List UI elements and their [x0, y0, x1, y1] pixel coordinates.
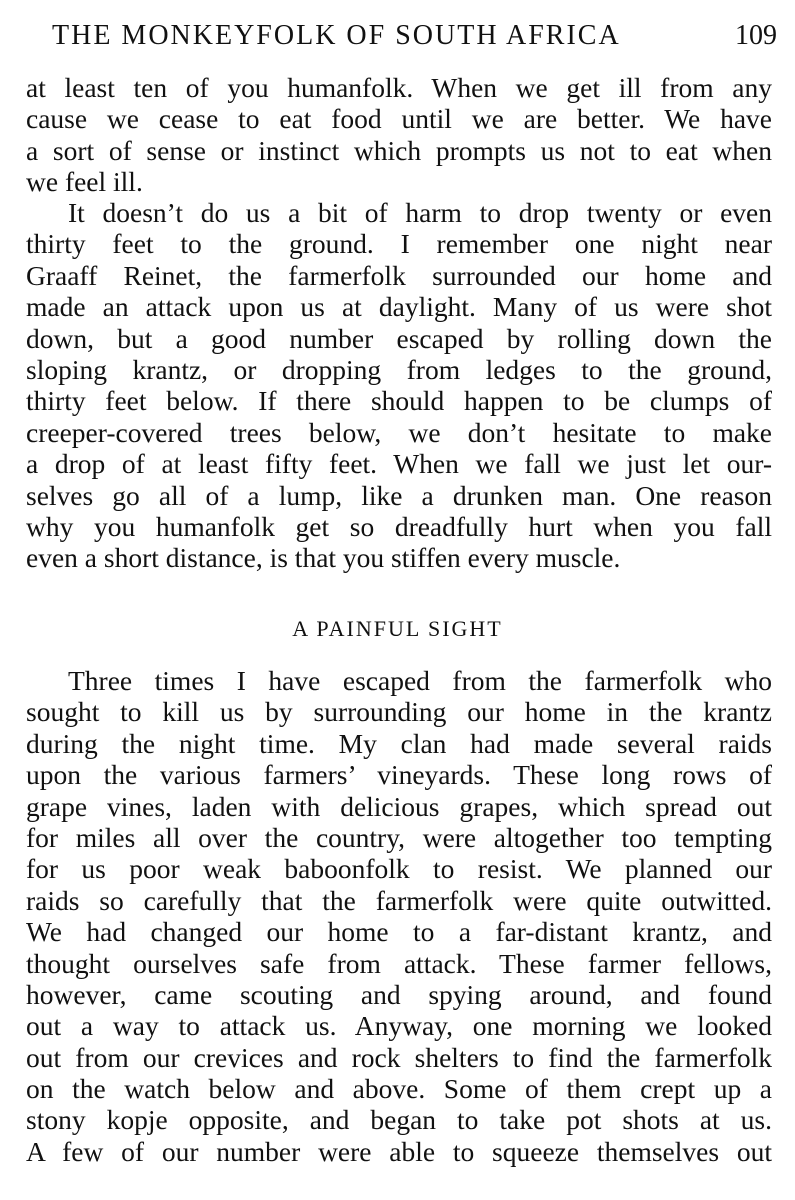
paragraph-2: [26, 197, 772, 574]
text-line: we feel ill.: [26, 166, 143, 198]
text-line: cause we cease to eat food until we are better. We have: [26, 103, 772, 135]
text-line: It doesn’t do us a bit of harm to drop twenty or even: [68, 197, 772, 228]
text-line: thirty feet to the ground. I remember one night near: [26, 228, 772, 260]
text-line: for miles all over the country, were altogether too tempting: [26, 821, 772, 853]
paragraph-1: [26, 72, 772, 198]
text-line: Three times I have escaped from the farmerfolk who: [68, 665, 772, 696]
text-line: raids so carefully that the farmerfolk were quite outwitted.: [26, 884, 772, 916]
text-line: why you humanfolk get so dreadfully hurt when you fall: [26, 510, 772, 542]
text-line: however, came scouting and spying around, and found: [26, 978, 772, 1010]
running-header: [52, 20, 777, 64]
text-line: a sort of sense or instinct which prompts us not to eat when: [26, 134, 772, 166]
text-line: out from our crevices and rock shelters to find the farmerfolk: [26, 1041, 772, 1073]
text-line: We had changed our home to a far-distant krantz, and: [26, 916, 772, 948]
page-number: 109: [735, 20, 777, 51]
running-title: THE MONKEYFOLK OF SOUTH AFRICA: [52, 20, 621, 51]
text-line: at least ten of you humanfolk. When we get ill from any: [26, 72, 772, 103]
text-line: during the night time. My clan had made several raids: [26, 727, 772, 759]
text-line: sought to kill us by surrounding our home in the krantz: [26, 696, 772, 728]
text-line: out a way to attack us. Anyway, one morning we looked: [26, 1010, 772, 1042]
paragraph-3: [26, 665, 772, 1167]
text-line: made an attack upon us at daylight. Many of us were shot: [26, 291, 772, 323]
text-line: A few of our number were able to squeeze themselves out: [26, 1135, 772, 1167]
text-line: for us poor weak baboonfolk to resist. We planned our: [26, 853, 772, 885]
text-line: thirty feet below. If there should happen to be clumps of: [26, 385, 772, 417]
text-line: even a short distance, is that you stiffen every muscle.: [26, 542, 621, 574]
text-line: Graaff Reinet, the farmerfolk surrounded our home and: [26, 259, 772, 291]
section-heading: A PAINFUL SIGHT: [292, 616, 503, 641]
text-line: a drop of at least fifty feet. When we fall we just let our-: [26, 448, 772, 480]
text-line: upon the various farmers’ vineyards. These long rows of: [26, 759, 772, 791]
text-line: selves go all of a lump, like a drunken man. One reason: [26, 479, 772, 511]
text-line: down, but a good number escaped by rolling down the: [26, 322, 772, 354]
text-line: stony kopje opposite, and began to take pot shots at us.: [26, 1104, 772, 1136]
text-line: grape vines, laden with delicious grapes, which spread out: [26, 790, 772, 822]
text-line: sloping krantz, or dropping from ledges to the ground,: [26, 353, 772, 385]
text-line: on the watch below and above. Some of them crept up a: [26, 1073, 772, 1105]
text-line: thought ourselves safe from attack. These farmer fellows,: [26, 947, 772, 979]
text-line: creeper-covered trees below, we don’t hesitate to make: [26, 416, 772, 448]
